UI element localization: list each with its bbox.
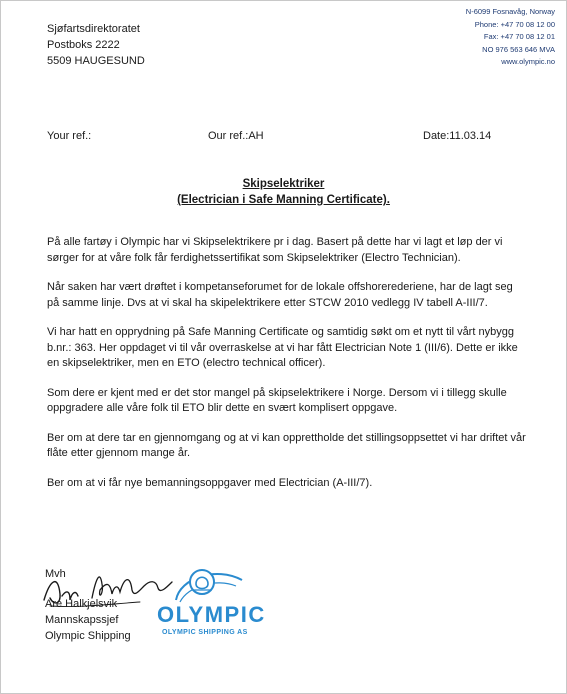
body-paragraph-6: Ber om at vi får nye bemanningsoppgaver med Electrician (A-III/7).: [47, 476, 373, 489]
recipient-address: [47, 21, 145, 69]
logo-wordmark: OLYMPIC: [157, 602, 266, 627]
signer-name: Are Halkjelsvik: [45, 598, 118, 610]
sender-phone: Phone: +47 70 08 12 00: [474, 19, 555, 29]
letter-body: [47, 235, 527, 505]
signer-company: Olympic Shipping: [45, 630, 131, 642]
recipient-postbox: Postboks 2222: [47, 39, 120, 51]
olympic-logo-emblem: [150, 560, 260, 640]
recipient-name: Sjøfartsdirektoratet: [47, 23, 140, 35]
subject-line-1: Skipselektriker: [242, 178, 325, 190]
body-paragraph-1: På alle fartøy i Olympic har vi Skipselektrikere pr i dag. Basert på dette har vi lagt et løp der vi sørger for at våre folk får ferdighetssertifikat som Skipselektriker (Electro Technician).: [47, 236, 503, 264]
recipient-city: 5509 HAUGESUND: [47, 55, 145, 67]
body-paragraph-4: Som dere er kjent med er det stor mangel på skipselektrikere i Norge. Dersom vi i tillegg skulle oppgradere alle våre folk til ETO blir dette en svært komplisert oppgave.: [47, 386, 507, 414]
letter-date: Date:11.03.14: [423, 130, 492, 142]
subject-line-2: (Electrician i Safe Manning Certificate).: [177, 194, 390, 206]
sender-contact-block: [466, 6, 555, 69]
sender-website: www.olympic.no: [501, 57, 555, 66]
body-paragraph-3: Vi har hatt en opprydning på Safe Manning Certificate og samtidig søkt om et nytt til vårt nybygg b.nr.: 363. Her oppdaget vi til vår overraskelse at vi har fått Electrician Note 1 (III/6). Dette er ikke en skipselektriker, men en ETO (electro technical officer).: [47, 326, 518, 369]
your-reference: Your ref.:: [47, 130, 92, 142]
body-paragraph-5: Ber om at dere tar en gjennomgang og at vi kan opprettholde det stillingsoppsettet vi har driftet vår flåte etter gjennom mange år.: [47, 431, 526, 459]
sender-org-number: NO 976 563 646 MVA: [482, 44, 555, 54]
signer-title: Mannskapssjef: [45, 614, 119, 626]
body-paragraph-2: Når saken har vært drøftet i kompetanseforumet for de lokale offshorerederiene, har de lagt seg på samme linje. Dvs at vi skal ha skipelektrikere etter STCW 2010 vedlegg IV tabell A-III/7.: [47, 281, 513, 309]
our-reference: Our ref.:AH: [208, 130, 264, 142]
subject-heading: [0, 176, 567, 208]
sender-fax: Fax: +47 70 08 12 01: [483, 32, 555, 41]
signature-block: [42, 566, 131, 644]
logo-tagline: OLYMPIC SHIPPING AS: [162, 629, 248, 636]
closing-greeting: Mvh: [45, 568, 66, 580]
sender-address: N-6099 Fosnavåg, Norway: [465, 7, 555, 16]
